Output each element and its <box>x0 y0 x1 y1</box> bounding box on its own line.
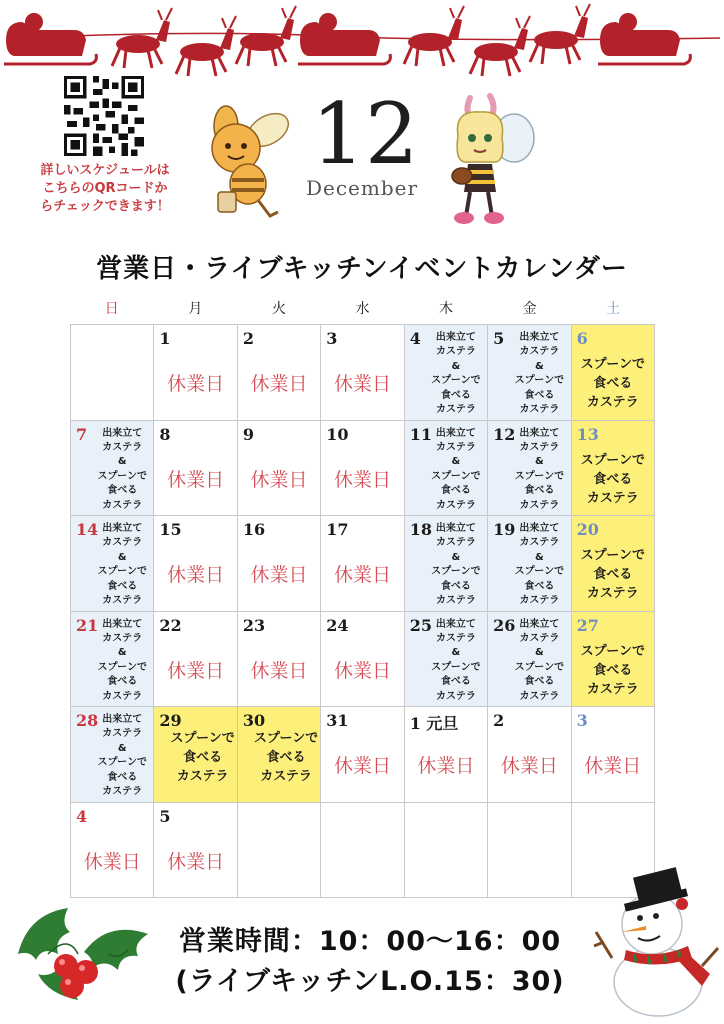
calendar-day-cell <box>71 325 154 421</box>
event-label-line: 食べる <box>593 567 633 582</box>
event-label-line: カステラ <box>519 404 560 416</box>
month-number: 12 <box>311 85 419 183</box>
event-label-castella-live <box>93 618 151 704</box>
event-label-line: スプーンで <box>580 452 645 468</box>
event-label-castella-live <box>510 427 568 513</box>
event-label-line: & <box>451 551 461 563</box>
bee-mascot-icon <box>196 100 296 220</box>
event-label-line: 出来立て <box>519 523 560 534</box>
event-label-line: カステラ <box>519 690 560 702</box>
event-label-line: 食べる <box>593 662 633 678</box>
event-label-line: & <box>451 360 461 372</box>
event-label-line: & <box>117 456 127 468</box>
closed-day-label: 休業日 <box>584 755 642 777</box>
event-label-castella-live <box>93 427 151 513</box>
calendar-day-cell <box>321 325 404 421</box>
event-label-line: カステラ <box>519 632 560 644</box>
event-label-castella-live <box>510 618 568 704</box>
calendar-grid <box>70 324 655 898</box>
event-label-line: 食べる <box>524 676 555 688</box>
day-number: 11 <box>409 424 432 444</box>
event-label-line: カステラ <box>102 690 143 702</box>
event-label-line: カステラ <box>102 786 143 798</box>
event-label-castella-live <box>93 522 151 608</box>
event-label-line: カステラ <box>102 441 143 453</box>
event-label-spoon-castella <box>572 451 654 508</box>
day-number: 9 <box>242 424 254 444</box>
calendar-day-cell <box>154 516 237 612</box>
event-label-line: カステラ <box>586 586 639 601</box>
event-label-line: カステラ <box>102 632 143 644</box>
event-label-line: 出来立て <box>519 618 560 630</box>
event-label-line: スプーンで <box>97 470 147 482</box>
event-label-line: カステラ <box>436 404 476 416</box>
day-number: 3 <box>576 711 588 730</box>
event-label-line: カステラ <box>519 595 560 607</box>
closed-day-label: 休業日 <box>333 468 391 491</box>
day-number: 13 <box>576 424 599 444</box>
event-label-line: カステラ <box>102 595 143 607</box>
calendar-day-cell <box>321 421 404 517</box>
business-hours-last-order: (ライブキッチンL.O.15：30) <box>175 966 565 997</box>
calendar-day-cell <box>572 516 655 612</box>
weekday-sunday: 日 <box>104 301 119 317</box>
calendar-day-cell <box>321 612 404 708</box>
event-label-line: カステラ <box>436 537 476 549</box>
calendar-day-cell <box>154 612 237 708</box>
day-number: 30 <box>242 711 266 730</box>
event-label-line: 出来立て <box>435 332 476 343</box>
calendar-day-cell <box>154 707 237 803</box>
day-number: 14 <box>76 520 99 539</box>
day-number: 6 <box>576 329 588 348</box>
day-number: 31 <box>326 711 349 730</box>
event-label-castella-live <box>427 618 485 704</box>
day-number: 20 <box>576 520 599 539</box>
event-label-line: & <box>117 551 127 563</box>
qr-caption <box>16 162 194 216</box>
closed-day-label: 休業日 <box>167 373 225 395</box>
event-label-spoon-castella <box>168 729 236 786</box>
closed-day-label: 休業日 <box>167 564 225 586</box>
day-number: 3 <box>326 329 338 348</box>
day-number: 18 <box>409 520 432 539</box>
event-label-line: カステラ <box>586 395 639 410</box>
calendar-day-cell <box>405 803 488 899</box>
calendar-day-cell <box>238 707 321 803</box>
snowman-icon <box>592 862 720 1018</box>
weekday-header <box>70 298 655 322</box>
event-label-line: & <box>117 742 127 754</box>
event-label-line: カステラ <box>102 499 143 511</box>
event-label-castella-live <box>510 522 568 608</box>
closed-day-label: 休業日 <box>500 755 558 777</box>
calendar-day-cell <box>154 803 237 899</box>
calendar-day-cell <box>572 421 655 517</box>
event-label-line: スプーンで <box>514 566 565 578</box>
event-label-spoon-castella <box>572 546 654 603</box>
qr-caption-line: こちらのQRコードか <box>42 181 168 196</box>
calendar-day-cell <box>154 421 237 517</box>
closed-day-label: 休業日 <box>333 659 391 682</box>
calendar-day-cell <box>488 421 571 517</box>
closed-day-label: 休業日 <box>250 373 308 395</box>
event-label-line: スプーンで <box>97 566 147 578</box>
event-label-line: カステラ <box>176 769 229 784</box>
event-label-line: 食べる <box>266 750 306 765</box>
weekday-saturday: 土 <box>606 301 621 317</box>
day-number: 7 <box>76 424 88 444</box>
weekday-tuesday: 火 <box>271 301 286 317</box>
day-number: 23 <box>242 615 266 635</box>
event-label-line: 食べる <box>107 676 138 688</box>
event-label-line: 食べる <box>107 580 138 592</box>
event-label-line: 食べる <box>440 485 471 497</box>
day-number: 12 <box>493 424 516 444</box>
calendar-day-cell <box>238 516 321 612</box>
event-label-line: スプーンで <box>580 357 645 372</box>
weekday-friday: 金 <box>522 301 537 317</box>
bee-mascot-icon <box>440 92 540 228</box>
event-label-line: 出来立て <box>435 618 476 630</box>
day-number: 24 <box>326 615 349 635</box>
calendar-day-cell <box>238 325 321 421</box>
calendar-day-cell <box>321 707 404 803</box>
event-label-line: スプーンで <box>580 643 645 659</box>
day-number: 2 <box>242 329 254 348</box>
calendar-day-cell <box>238 803 321 899</box>
event-label-line: スプーンで <box>431 566 481 578</box>
closed-day-label: 休業日 <box>167 659 225 682</box>
calendar-day-cell <box>405 707 488 803</box>
closed-day-label: 休業日 <box>333 755 391 777</box>
event-label-line: 出来立て <box>102 523 143 534</box>
day-number: 2 <box>493 711 505 730</box>
reindeer-sleigh-icon <box>0 0 724 80</box>
event-label-line: カステラ <box>586 681 639 697</box>
closed-day-label: 休業日 <box>333 564 391 586</box>
day-number: 4 <box>409 329 421 348</box>
event-label-line: スプーンで <box>431 470 481 482</box>
month-name: December <box>305 176 419 200</box>
event-label-line: & <box>451 456 461 468</box>
event-label-line: スプーンで <box>431 375 481 387</box>
calendar-day-cell <box>238 421 321 517</box>
event-label-spoon-castella <box>572 355 654 412</box>
weekday-monday: 月 <box>188 301 203 317</box>
event-label-line: カステラ <box>260 769 312 784</box>
calendar-day-cell <box>238 612 321 708</box>
event-label-line: カステラ <box>436 441 476 453</box>
qr-caption-line: らチェックできます！ <box>40 199 170 214</box>
closed-day-label: 休業日 <box>250 659 308 682</box>
event-label-spoon-castella <box>572 642 654 699</box>
event-label-castella-live <box>427 522 485 608</box>
calendar-day-cell <box>71 612 154 708</box>
qr-code-icon[interactable] <box>64 76 144 156</box>
calendar-day-cell <box>71 516 154 612</box>
event-label-line: & <box>534 647 544 659</box>
calendar-day-cell <box>405 612 488 708</box>
day-number: 25 <box>409 615 432 635</box>
day-number: 5 <box>493 329 505 348</box>
day-number: 5 <box>159 806 171 826</box>
calendar-day-cell <box>572 325 655 421</box>
calendar-day-cell <box>488 325 571 421</box>
calendar-day-cell <box>488 516 571 612</box>
event-label-line: カステラ <box>436 595 476 607</box>
event-label-line: スプーンで <box>253 731 319 746</box>
event-label-line: 出来立て <box>102 714 143 725</box>
event-label-line: & <box>534 456 544 468</box>
day-number: 15 <box>159 520 182 539</box>
event-label-line: スプーンで <box>97 757 147 769</box>
calendar-day-cell <box>405 421 488 517</box>
day-number: 4 <box>76 806 88 826</box>
event-label-line: 食べる <box>107 771 138 783</box>
day-number: 8 <box>159 424 171 444</box>
event-label-line: 食べる <box>440 389 471 401</box>
event-label-line: カステラ <box>102 728 143 740</box>
event-label-line: カステラ <box>436 346 476 358</box>
event-label-line: & <box>534 551 544 563</box>
closed-day-label: 休業日 <box>167 468 225 491</box>
calendar-day-cell <box>488 803 571 899</box>
event-label-line: スプーンで <box>514 661 565 673</box>
event-label-line: & <box>117 647 127 659</box>
business-hours-line: 営業時間：10：00〜16：00 <box>178 926 562 957</box>
day-number: 26 <box>493 615 516 635</box>
event-label-line: 出来立て <box>519 427 560 439</box>
day-number: 29 <box>159 711 182 730</box>
page-title: 営業日・ライブキッチンイベントカレンダー <box>96 254 628 284</box>
closed-day-label: 休業日 <box>167 850 225 873</box>
event-label-line: カステラ <box>519 441 560 453</box>
calendar-day-cell <box>488 707 571 803</box>
event-label-line: カステラ <box>436 690 476 702</box>
event-label-line: カステラ <box>102 537 143 549</box>
day-number: 1 元旦 <box>409 714 459 733</box>
weekday-thursday: 木 <box>439 301 454 317</box>
day-number: 28 <box>76 711 99 730</box>
event-label-line: 出来立て <box>519 332 560 343</box>
event-label-line: 出来立て <box>435 523 476 534</box>
event-label-castella-live <box>510 331 568 417</box>
event-label-line: カステラ <box>436 632 476 644</box>
event-label-line: 出来立て <box>102 618 143 630</box>
day-number: 19 <box>493 520 516 539</box>
event-label-line: 食べる <box>524 389 555 401</box>
calendar-day-cell <box>71 707 154 803</box>
calendar-day-cell <box>405 516 488 612</box>
calendar-day-cell <box>488 612 571 708</box>
event-label-line: 出来立て <box>102 427 143 439</box>
event-label-line: 食べる <box>440 676 471 688</box>
day-number: 22 <box>159 615 182 635</box>
event-label-line: カステラ <box>586 490 639 506</box>
day-number: 1 <box>159 329 171 348</box>
event-label-line: スプーンで <box>431 661 481 673</box>
event-label-line: スプーンで <box>580 548 645 563</box>
event-label-line: スプーンで <box>514 470 565 482</box>
event-label-line: 食べる <box>524 485 555 497</box>
event-label-line: カステラ <box>519 499 560 511</box>
event-label-line: 食べる <box>593 471 633 487</box>
event-label-castella-live <box>93 713 151 799</box>
closed-day-label: 休業日 <box>250 564 308 586</box>
event-label-spoon-castella <box>252 729 320 786</box>
event-label-line: スプーンで <box>97 661 147 673</box>
event-label-line: 食べる <box>107 485 138 497</box>
calendar-day-cell <box>572 707 655 803</box>
event-label-line: 食べる <box>524 580 555 592</box>
calendar-day-cell <box>154 325 237 421</box>
event-label-castella-live <box>427 331 485 417</box>
closed-day-label: 休業日 <box>250 468 308 491</box>
closed-day-label: 休業日 <box>417 755 475 777</box>
day-number: 16 <box>242 520 266 539</box>
event-label-line: カステラ <box>519 346 560 358</box>
event-label-line: スプーンで <box>514 375 565 387</box>
closed-day-label: 休業日 <box>333 373 391 395</box>
calendar-day-cell <box>321 803 404 899</box>
day-number: 10 <box>326 424 349 444</box>
event-label-line: カステラ <box>519 537 560 549</box>
event-label-line: カステラ <box>436 499 476 511</box>
calendar-day-cell <box>71 803 154 899</box>
event-label-line: 食べる <box>183 750 223 765</box>
day-number: 27 <box>576 615 599 635</box>
event-label-line: & <box>534 360 544 372</box>
calendar-day-cell <box>572 612 655 708</box>
event-label-line: 食べる <box>593 376 633 391</box>
day-number: 17 <box>326 520 349 539</box>
event-label-line: スプーンで <box>170 731 235 746</box>
qr-caption-line: 詳しいスケジュールは <box>40 163 170 178</box>
closed-day-label: 休業日 <box>83 850 141 873</box>
event-label-line: 食べる <box>440 580 471 592</box>
event-label-line: 出来立て <box>435 427 476 439</box>
event-label-line: & <box>451 647 461 659</box>
calendar-day-cell <box>71 421 154 517</box>
calendar-day-cell <box>321 516 404 612</box>
day-number: 21 <box>76 615 99 635</box>
business-hours <box>120 922 620 1002</box>
weekday-wednesday: 水 <box>355 301 370 317</box>
event-label-castella-live <box>427 427 485 513</box>
calendar-day-cell <box>405 325 488 421</box>
